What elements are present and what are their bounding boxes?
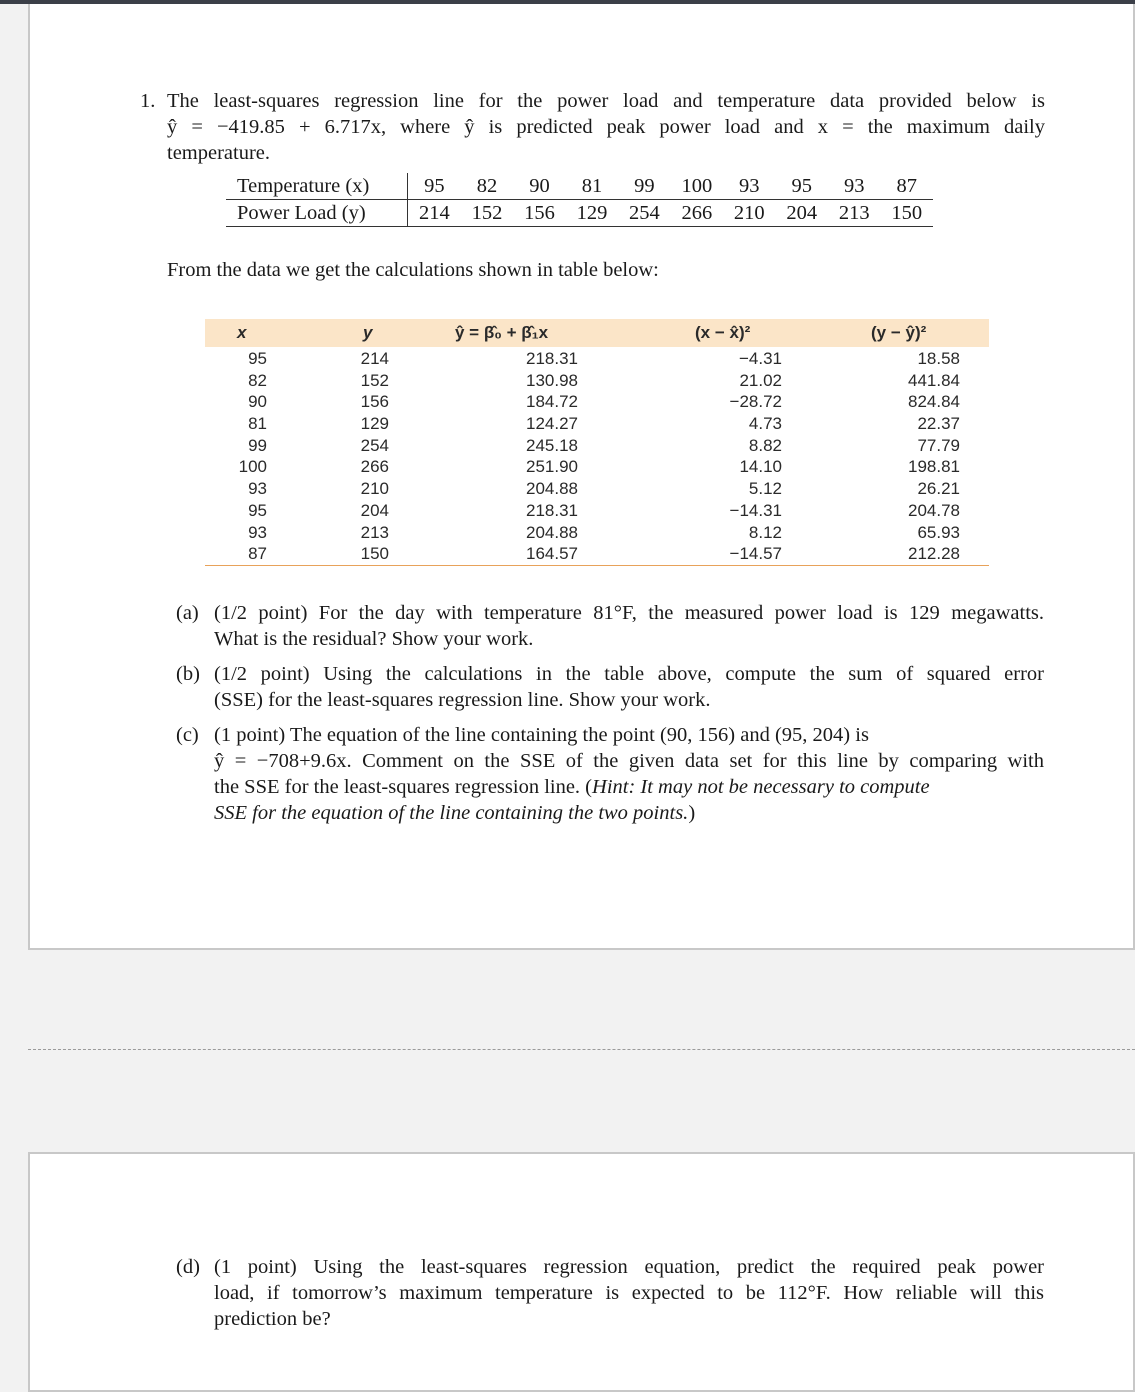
part-d-line-3: prediction be? — [214, 1308, 331, 1330]
intro-line-1: The least-squares regression line for the power load and temperature data provided below is — [167, 90, 1045, 112]
row-label-power-load: Power Load (y) — [226, 200, 408, 227]
y-cell: 213 — [360, 522, 389, 542]
part-a-label: (a) — [176, 602, 199, 624]
data-table — [226, 173, 933, 227]
x-cell: 81 — [248, 414, 267, 434]
load-cell: 254 — [629, 202, 660, 224]
from-data-text: From the data we get the calculations shown in table below: — [167, 259, 659, 281]
question-number: 1. — [140, 90, 156, 112]
temp-cell: 93 — [723, 173, 775, 200]
y-diff-sq-cell: 26.21 — [917, 479, 960, 499]
load-cell: 266 — [681, 202, 713, 224]
yhat-cell: 251.90 — [526, 457, 578, 477]
part-b-line-1: (1/2 point) Using the calculations in the table above, compute the sum of squared error — [214, 663, 1044, 685]
load-cell: 213 — [838, 202, 870, 224]
temp-cell: 82 — [461, 173, 513, 200]
x-diff-sq-cell: −14.31 — [729, 500, 782, 520]
x-cell: 87 — [248, 544, 267, 564]
x-cell: 90 — [248, 392, 267, 412]
part-c-line-3 — [214, 774, 930, 800]
y-diff-sq-cell: 77.79 — [917, 435, 960, 455]
y-cell: 254 — [360, 435, 389, 455]
part-a-line-2: What is the residual? Show your work. — [214, 628, 534, 650]
x-diff-sq-cell: 5.12 — [748, 479, 782, 499]
temp-cell: 95 — [408, 173, 461, 200]
y-cell: 214 — [360, 349, 389, 368]
part-d-label: (d) — [176, 1256, 200, 1278]
load-cell: 156 — [524, 202, 555, 224]
row-label-temperature: Temperature (x) — [226, 173, 408, 200]
yhat-cell: 164.57 — [526, 544, 578, 564]
load-cell: 150 — [891, 202, 923, 224]
part-d-line-2: load, if tomorrow’s maximum temperature is expected to be 112°F. How reliable will this — [214, 1282, 1044, 1304]
y-cell: 152 — [360, 370, 389, 390]
yhat-cell: 204.88 — [526, 522, 578, 542]
part-d-line-1: (1 point) Using the least-squares regression equation, predict the required peak power — [214, 1256, 1044, 1278]
y-diff-sq-cell: 212.28 — [908, 544, 960, 564]
temp-cell: 81 — [566, 173, 618, 200]
y-cell: 150 — [360, 544, 389, 564]
col-x-diff-sq — [685, 348, 782, 565]
y-cell: 210 — [360, 479, 389, 499]
load-cell: 129 — [576, 202, 608, 224]
y-cell: 266 — [360, 457, 389, 477]
part-c-line-4b: ) — [688, 802, 696, 824]
yhat-cell: 184.72 — [526, 392, 578, 412]
temp-cell: 93 — [828, 173, 880, 200]
part-c-hint-1: Hint: It may not be necessary to compute — [592, 776, 930, 798]
header-x: x — [237, 323, 247, 342]
x-cell: 100 — [238, 457, 267, 477]
x-cell: 93 — [248, 522, 267, 542]
x-diff-sq-cell: 21.02 — [739, 370, 782, 390]
calc-table-bottom-rule — [205, 565, 989, 566]
x-cell: 99 — [248, 435, 267, 455]
temp-cell: 100 — [671, 173, 723, 200]
temp-cell: 95 — [776, 173, 828, 200]
y-cell: 204 — [360, 500, 389, 520]
part-b-line-2: (SSE) for the least-squares regression line. Show your work. — [214, 689, 711, 711]
part-c-line-3a: the SSE for the least-squares regression line. ( — [214, 776, 593, 798]
temp-cell: 87 — [880, 173, 933, 200]
temp-cell: 90 — [513, 173, 565, 200]
col-x — [205, 348, 267, 565]
y-diff-sq-cell: 441.84 — [908, 370, 960, 390]
y-diff-sq-cell: 824.84 — [908, 392, 960, 412]
page-break-divider — [28, 1049, 1135, 1050]
part-a-line-1: (1/2 point) For the day with temperature 81°F, the measured power load is 129 megawatts. — [214, 602, 1044, 624]
y-cell: 156 — [360, 392, 389, 412]
part-c-line-4 — [214, 800, 695, 826]
part-c-line-2: ŷ = −708+9.6x. Comment on the SSE of the given data set for this line by comparing with — [214, 750, 1044, 772]
part-b-label: (b) — [176, 663, 200, 685]
y-diff-sq-cell: 22.37 — [917, 414, 960, 434]
x-diff-sq-cell: −28.72 — [729, 392, 782, 412]
load-cell: 214 — [419, 202, 450, 224]
yhat-cell: 204.88 — [526, 479, 578, 499]
x-diff-sq-cell: 8.82 — [748, 435, 782, 455]
y-cell: 129 — [360, 414, 389, 434]
yhat-cell: 245.18 — [526, 435, 578, 455]
intro-line-2: ŷ = −419.85 + 6.717x, where ŷ is predicted peak power load and x = the maximum daily — [167, 116, 1045, 138]
y-diff-sq-cell: 198.81 — [908, 457, 960, 477]
x-cell: 93 — [248, 479, 267, 499]
temperature-row — [226, 173, 933, 200]
col-y-diff-sq — [865, 348, 960, 565]
x-diff-sq-cell: −14.57 — [729, 544, 782, 564]
yhat-cell: 124.27 — [526, 414, 578, 434]
load-cell: 152 — [471, 202, 503, 224]
intro-line-3: temperature. — [167, 142, 271, 164]
part-c-line-1: (1 point) The equation of the line containing the point (90, 156) and (95, 204) is — [214, 724, 869, 746]
temp-cell: 99 — [618, 173, 670, 200]
y-diff-sq-cell: 65.93 — [917, 522, 960, 542]
x-cell: 95 — [248, 500, 267, 520]
yhat-cell: 130.98 — [526, 370, 578, 390]
x-cell: 82 — [248, 370, 267, 390]
x-cell: 95 — [248, 349, 267, 368]
x-diff-sq-cell: 8.12 — [748, 522, 782, 542]
x-diff-sq-cell: 4.73 — [748, 414, 782, 434]
load-cell: 210 — [733, 202, 765, 224]
part-c-hint-2: SSE for the equation of the line containing the two points. — [214, 802, 689, 824]
header-y-diff-sq: (y − ŷ)² — [871, 323, 927, 342]
col-yhat — [485, 348, 578, 565]
part-c-label: (c) — [176, 724, 199, 746]
col-y — [345, 348, 389, 565]
yhat-cell: 218.31 — [526, 500, 578, 520]
x-diff-sq-cell: 14.10 — [739, 457, 782, 477]
header-y: y — [363, 323, 373, 342]
yhat-cell: 218.31 — [526, 349, 578, 368]
power-load-row — [226, 200, 933, 227]
y-diff-sq-cell: 18.58 — [917, 349, 960, 368]
header-yhat: ŷ = β̂₀ + β̂₁x — [455, 323, 549, 342]
x-diff-sq-cell: −4.31 — [738, 349, 782, 368]
load-cell: 204 — [786, 202, 818, 224]
y-diff-sq-cell: 204.78 — [908, 500, 960, 520]
header-x-diff-sq: (x − x̂)² — [695, 323, 751, 342]
